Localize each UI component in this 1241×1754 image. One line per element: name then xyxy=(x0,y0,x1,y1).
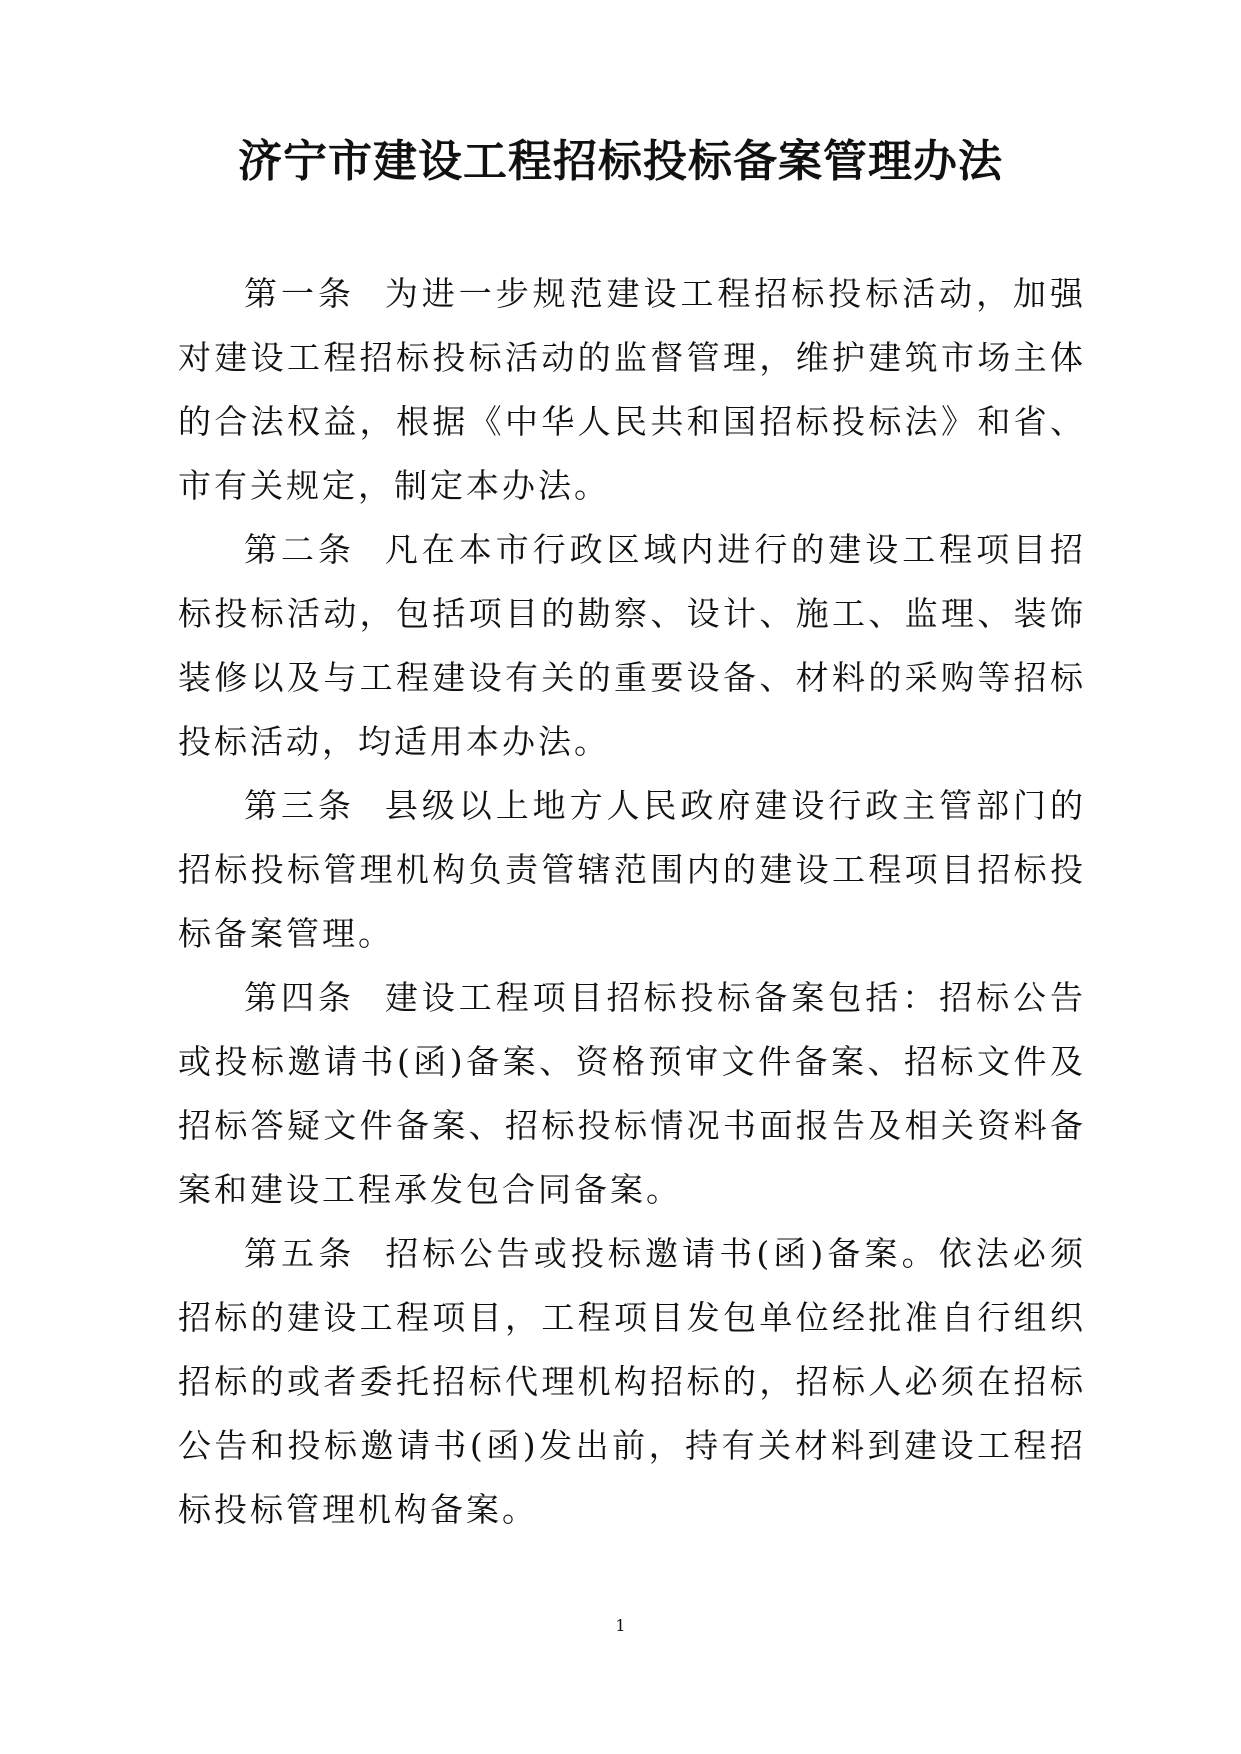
page-number: 1 xyxy=(615,1616,626,1635)
article-text: 招标公告或投标邀请书(函)备案。依法必须招标的建设工程项目，工程项目发包单位经批准自行组织招标的或者委托招标代理机构招标的，招标人必须在招标公告和投标邀请书(函)发出前，持有关材料到建设工程招标投标管理机构备案。 xyxy=(178,1234,1087,1529)
article-3 xyxy=(178,774,1086,966)
article-text: 为进一步规范建设工程招标投标活动，加强对建设工程招标投标活动的监督管理，维护建筑市场主体的合法权益，根据《中华人民共和国招标投标法》和省、市有关规定，制定本办法。 xyxy=(178,274,1087,505)
article-text: 凡在本市行政区域内进行的建设工程项目招标投标活动，包括项目的勘察、设计、施工、监理、装饰装修以及与工程建设有关的重要设备、材料的采购等招标投标活动，均适用本办法。 xyxy=(178,530,1087,761)
article-1 xyxy=(178,262,1086,518)
document-body xyxy=(178,262,1086,1542)
article-number: 第三条 xyxy=(244,786,355,825)
article-text: 县级以上地方人民政府建设行政主管部门的招标投标管理机构负责管辖范围内的建设工程项目招标投标备案管理。 xyxy=(178,786,1087,953)
article-2 xyxy=(178,518,1086,774)
article-text: 建设工程项目招标投标备案包括：招标公告或投标邀请书(函)备案、资格预审文件备案、招标文件及招标答疑文件备案、招标投标情况书面报告及相关资料备案和建设工程承发包合同备案。 xyxy=(178,978,1087,1209)
article-5 xyxy=(178,1222,1086,1542)
article-4 xyxy=(178,966,1086,1222)
article-number: 第五条 xyxy=(244,1234,356,1273)
article-number: 第二条 xyxy=(244,530,355,569)
article-number: 第一条 xyxy=(244,274,355,313)
article-number: 第四条 xyxy=(244,978,355,1017)
document-title: 济宁市建设工程招标投标备案管理办法 xyxy=(238,136,1003,187)
